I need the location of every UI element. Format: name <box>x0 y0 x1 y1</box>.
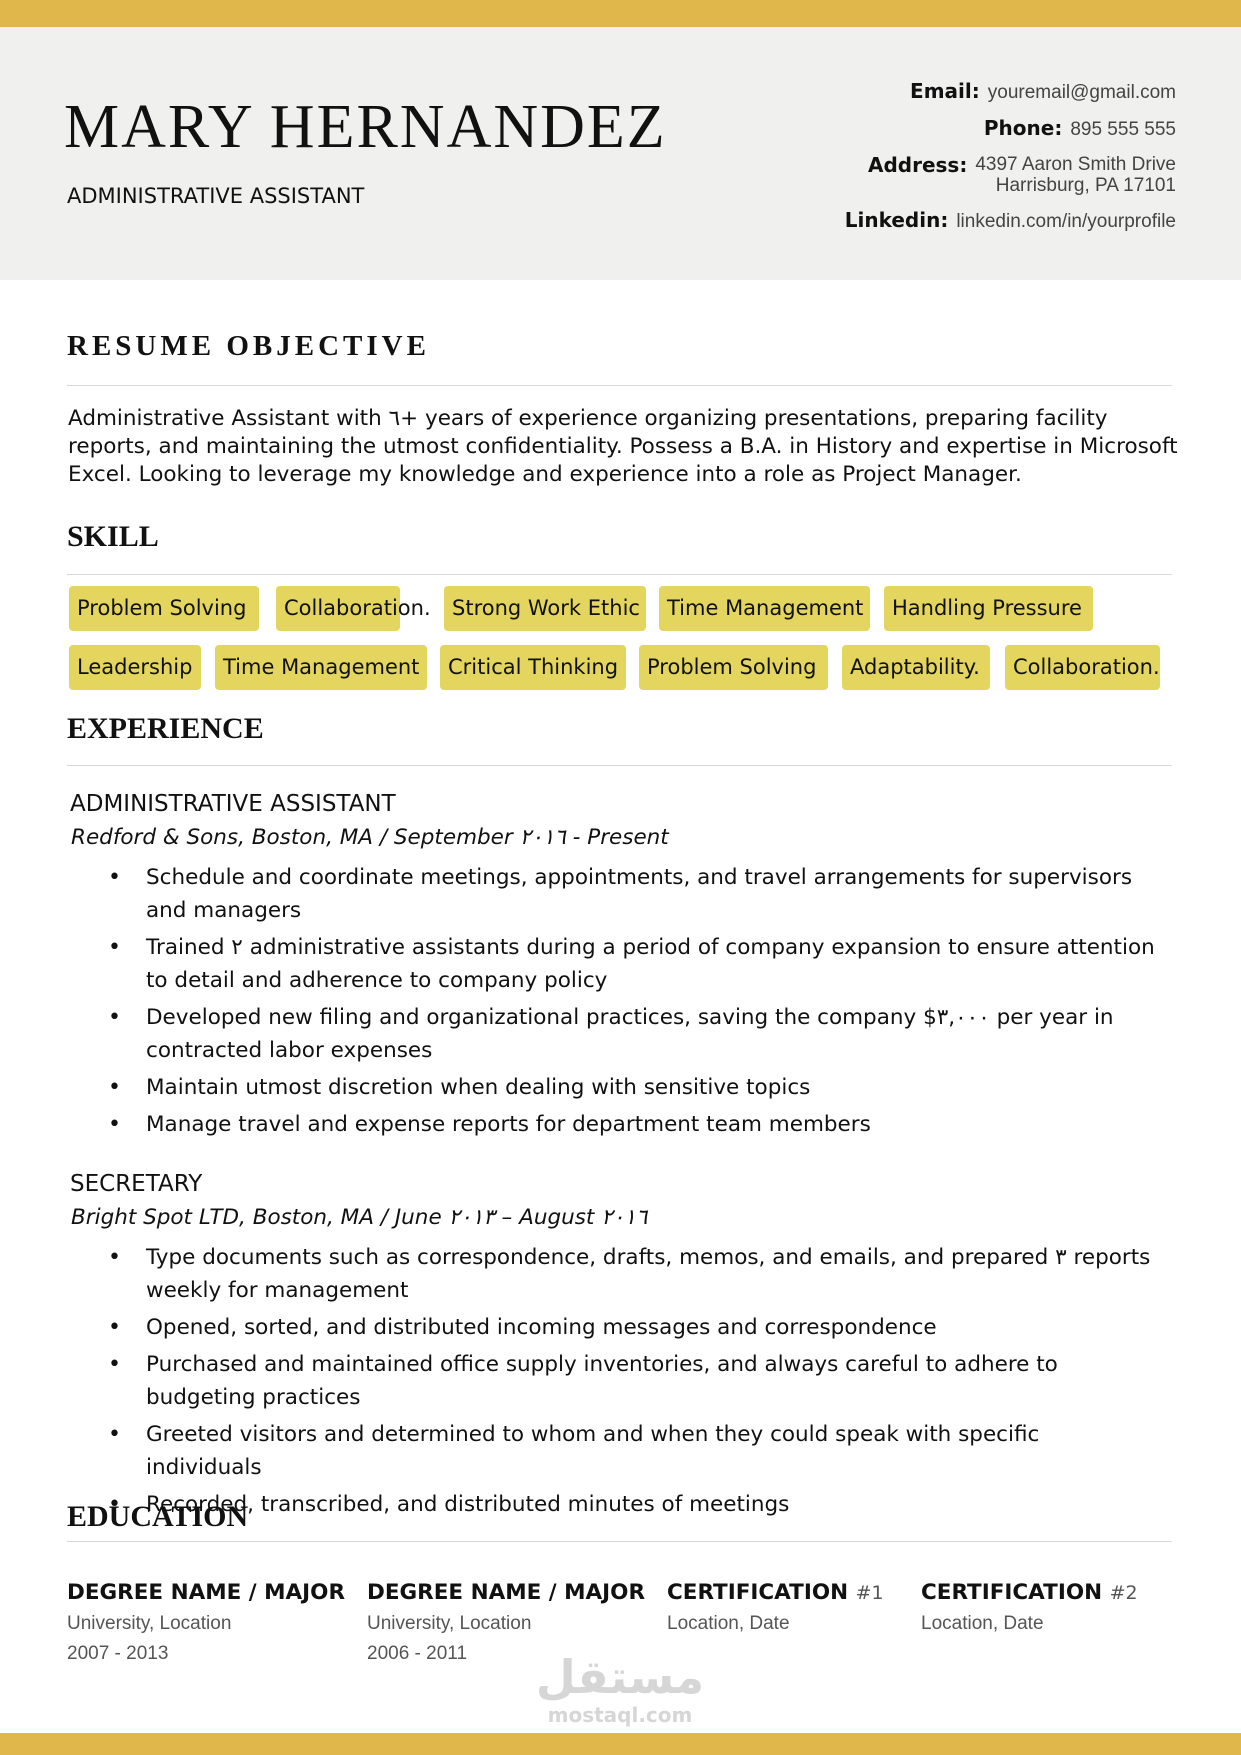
skills-heading: SKILL <box>67 520 159 553</box>
skill-chip: Time Management <box>215 645 427 690</box>
job-bullet: • Trained ٢ administrative assistants during a period of company expansion to ensure attention to detail and adherence to company policy <box>100 931 1160 997</box>
skill-chip: Critical Thinking <box>440 645 626 690</box>
objective-heading: RESUME OBJECTIVE <box>67 330 430 362</box>
phone-label: Phone: <box>983 116 1063 140</box>
top-accent-bar <box>0 0 1241 27</box>
job-bullet: • Greeted visitors and determined to whom and when they could speak with specific individuals <box>100 1418 1160 1484</box>
address-value <box>975 154 1176 196</box>
skill-chip: Adaptability. <box>842 645 990 690</box>
contact-block <box>616 80 1176 246</box>
skill-chip: Collaboration. <box>276 586 400 631</box>
linkedin-value: linkedin.com/in/yourprofile <box>956 211 1176 232</box>
job-title: ADMINISTRATIVE ASSISTANT <box>70 791 396 817</box>
education-entry-heading <box>367 1580 645 1605</box>
education-entry-line: Location, Date <box>921 1613 1044 1634</box>
address-line-2: Harrisburg, PA 17101 <box>995 175 1176 196</box>
job-bullet: • Purchased and maintained office supply inventories, and always careful to adhere to budgeting practices <box>100 1348 1160 1414</box>
objective-text: Administrative Assistant with ٦+ years of experience organizing presentations, preparing facility reports, and maintaining the utmost confidentiality. Possess a B.A. in History and expertise in Microsoft Excel. Looking to leverage my knowledge and experience into a role as Project Manager. <box>68 406 1178 487</box>
watermark-arabic: مستقل <box>535 1650 705 1704</box>
education-entry-title: DEGREE NAME / MAJOR <box>367 1580 645 1605</box>
email-label: Email: <box>910 79 980 103</box>
watermark <box>530 1650 710 1726</box>
job-bullet: • Type documents such as correspondence, drafts, memos, and emails, and prepared ٣ reports weekly for management <box>100 1241 1160 1307</box>
job-bullet: • Developed new filing and organizational practices, saving the company $٣,٠٠٠ per year in contracted labor expenses <box>100 1001 1160 1067</box>
skill-chip: Strong Work Ethic <box>444 586 646 631</box>
skills-divider <box>67 574 1172 575</box>
education-heading: EDUCATION <box>67 1500 249 1533</box>
job-bullet: • Manage travel and expense reports for department team members <box>100 1108 1160 1141</box>
education-entry <box>67 1580 345 1665</box>
education-entry-title: CERTIFICATION <box>667 1580 856 1605</box>
skill-chip: Collaboration. <box>1005 645 1160 690</box>
address-line-1: 4397 Aaron Smith Drive <box>975 154 1176 175</box>
job-bullets <box>100 1241 1160 1525</box>
address-label: Address: <box>867 153 968 177</box>
job-title: SECRETARY <box>70 1171 203 1197</box>
education-entry-title: CERTIFICATION <box>921 1580 1110 1605</box>
skill-chip: Leadership <box>69 645 201 690</box>
education-entry-line: University, Location <box>367 1613 532 1634</box>
skill-chip: Problem Solving <box>639 645 828 690</box>
job-bullet: • Opened, sorted, and distributed incoming messages and correspondence <box>100 1311 1160 1344</box>
education-entry-heading <box>67 1580 345 1605</box>
education-entry-line: 2007 - 2013 <box>67 1643 169 1664</box>
experience-divider <box>67 765 1172 766</box>
experience-heading: EXPERIENCE <box>67 712 264 745</box>
education-entry <box>667 1580 884 1635</box>
skill-chip: Time Management <box>659 586 870 631</box>
education-entry-line: University, Location <box>67 1613 232 1634</box>
job-bullet: • Maintain utmost discretion when dealing with sensitive topics <box>100 1071 1160 1104</box>
education-entry-title: DEGREE NAME / MAJOR <box>67 1580 345 1605</box>
job-subtitle: Redford & Sons, Boston, MA / September ٢٠١٦ - Present <box>71 825 669 850</box>
watermark-latin: mostaql.com <box>547 1703 693 1727</box>
contact-phone <box>616 117 1176 141</box>
education-entry-number: #2 <box>1109 1582 1138 1604</box>
education-entry-number: #1 <box>855 1582 884 1604</box>
job-subtitle: Bright Spot LTD, Boston, MA / June ٢٠١٣ – August ٢٠١٦ <box>71 1205 648 1230</box>
candidate-title: ADMINISTRATIVE ASSISTANT <box>67 184 365 208</box>
email-value: youremail@gmail.com <box>987 82 1176 103</box>
education-divider <box>67 1541 1172 1542</box>
bottom-accent-bar <box>0 1733 1241 1755</box>
phone-value: 895 555 555 <box>1070 119 1176 140</box>
education-entry-heading <box>667 1580 884 1605</box>
contact-address <box>616 154 1176 196</box>
education-entry <box>921 1580 1138 1635</box>
candidate-name: MARY HERNANDEZ <box>64 93 667 161</box>
linkedin-label: Linkedin: <box>844 208 949 232</box>
education-entry-line: Location, Date <box>667 1613 790 1634</box>
job-bullet: • Schedule and coordinate meetings, appointments, and travel arrangements for supervisors and managers <box>100 861 1160 927</box>
education-entry-line: 2006 - 2011 <box>367 1643 468 1664</box>
skill-chip: Handling Pressure <box>884 586 1093 631</box>
job-bullet: • Recorded, transcribed, and distributed minutes of meetings <box>100 1488 1160 1521</box>
education-entry-heading <box>921 1580 1138 1605</box>
contact-linkedin <box>616 209 1176 233</box>
skill-chip: Problem Solving <box>69 586 259 631</box>
objective-divider <box>67 385 1172 386</box>
contact-email <box>616 80 1176 104</box>
